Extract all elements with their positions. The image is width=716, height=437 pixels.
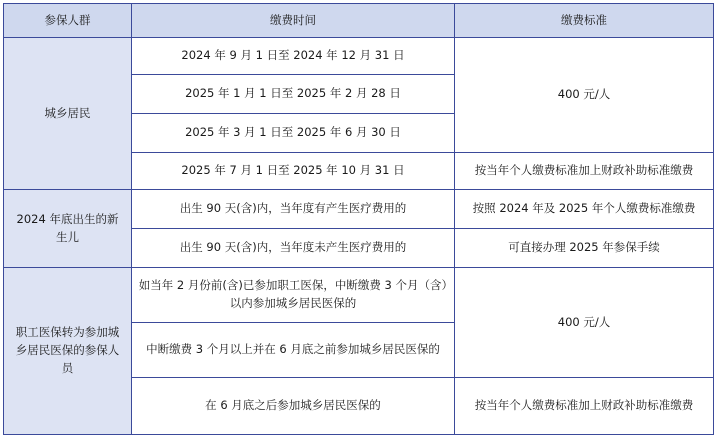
payment-time-cell: 2025 年 7 月 1 日至 2025 年 10 月 31 日 [132, 153, 455, 190]
payment-standard-cell: 可直接办理 2025 年参保手续 [455, 229, 714, 268]
payment-time-cell: 中断缴费 3 个月以上并在 6 月底之前参加城乡居民医保的 [132, 323, 455, 378]
payment-standard-cell: 400 元/人 [455, 38, 714, 153]
payment-time-cell: 如当年 2 月份前(含)已参加职工医保，中断缴费 3 个月（含）以内参加城乡居民医保的 [132, 268, 455, 323]
group-urban-rural: 城乡居民 [4, 38, 132, 190]
payment-standard-cell: 400 元/人 [455, 268, 714, 378]
payment-time-cell: 出生 90 天(含)内，当年度未产生医疗费用的 [132, 229, 455, 268]
payment-time-cell: 2025 年 3 月 1 日至 2025 年 6 月 30 日 [132, 114, 455, 153]
payment-time-cell: 出生 90 天(含)内，当年度有产生医疗费用的 [132, 190, 455, 229]
table-row [4, 268, 714, 323]
payment-standard-cell: 按照 2024 年及 2025 年个人缴费标准缴费 [455, 190, 714, 229]
payment-time-cell: 在 6 月底之后参加城乡居民医保的 [132, 378, 455, 435]
header-insured-group: 参保人群 [4, 4, 132, 38]
payment-standard-cell: 按当年个人缴费标准加上财政补助标准缴费 [455, 153, 714, 190]
insurance-fee-table [3, 3, 714, 435]
table-header-row [4, 4, 714, 38]
group-transfer: 职工医保转为参加城乡居民医保的参保人员 [4, 268, 132, 435]
group-newborn: 2024 年底出生的新生儿 [4, 190, 132, 268]
payment-standard-cell: 按当年个人缴费标准加上财政补助标准缴费 [455, 378, 714, 435]
header-payment-time: 缴费时间 [132, 4, 455, 38]
payment-time-cell: 2024 年 9 月 1 日至 2024 年 12 月 31 日 [132, 38, 455, 75]
table-row [4, 190, 714, 229]
payment-time-cell: 2025 年 1 月 1 日至 2025 年 2 月 28 日 [132, 75, 455, 114]
table-row [4, 38, 714, 75]
header-payment-standard: 缴费标准 [455, 4, 714, 38]
